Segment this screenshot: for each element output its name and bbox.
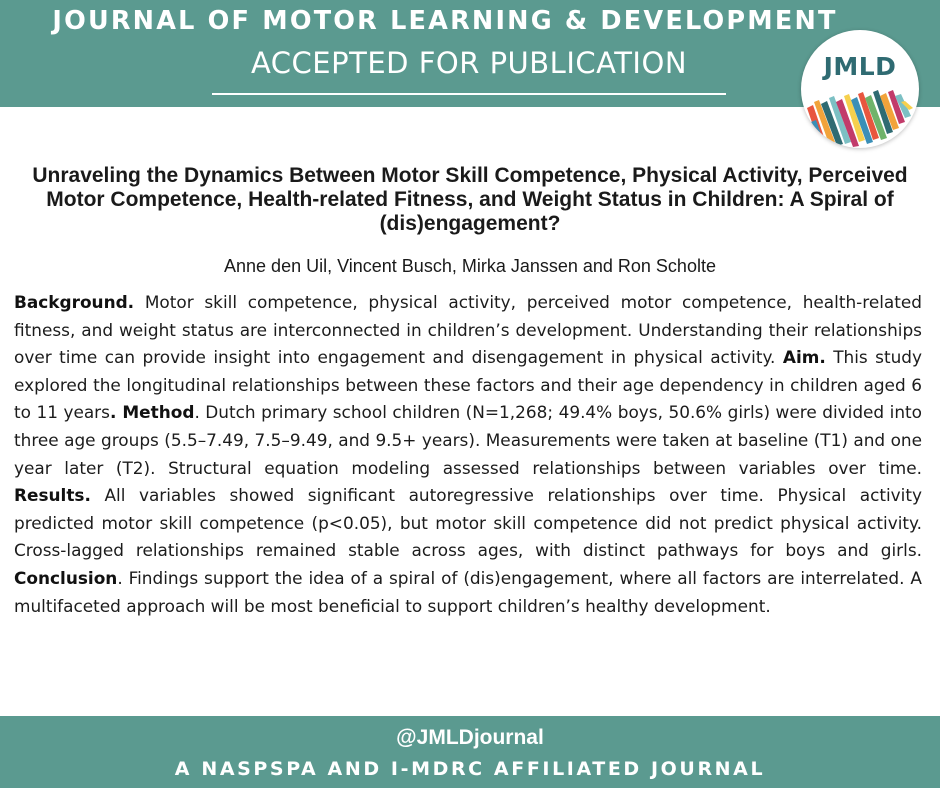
aim-text: This study explored the longitudinal relationships between these factors and their age dependency in children aged 6 to 11 years	[14, 347, 922, 423]
abstract	[14, 289, 922, 620]
method-label: . Method	[109, 402, 195, 423]
jmld-logo	[801, 30, 919, 148]
article-authors: Anne den Uil, Vincent Busch, Mirka Janssen and Ron Scholte	[224, 256, 716, 276]
status-underline	[212, 93, 726, 95]
method-text: . Dutch primary school children (N=1,268; 49.4% boys, 50.6% girls) were divided into three age groups (5.5–7.49, 7.5–9.49, and 9.5+ years). Measurements were taken at baseline (T1) and one year later (T2). Structural equation modeling assessed relationships between variables over time.	[14, 402, 923, 478]
affiliation-text: A NASPSPA AND I-MDRC AFFILIATED JOURNAL	[174, 758, 766, 780]
aim-label: Aim.	[782, 347, 826, 368]
background-label: Background.	[14, 292, 135, 312]
article-title: Unraveling the Dynamics Between Motor Skill Competence, Physical Activity, Perceived Motor Competence, Health-related Fitness, and Weight Status in Children: A Spiral of (dis)engagement?	[32, 164, 908, 235]
header-banner	[0, 0, 940, 107]
journal-name: JOURNAL OF MOTOR LEARNING & DEVELOPMENT	[52, 6, 838, 36]
background-text: Motor skill competence, physical activity, perceived motor competence, health-related fitness, and weight status are interconnected in children’s development. Understanding their relationships over time can provide insight into engagement and disengagement in physical activity.	[14, 292, 922, 368]
results-text: All variables showed significant autoregressive relationships over time. Physical activity predicted motor skill competence (p<0.05), but motor skill competence did not predict physical activity. Cross-lagged relationships remained stable across ages, with distinct pathways for boys and girls.	[14, 485, 922, 561]
social-handle: @JMLDjournal	[396, 726, 544, 749]
logo-text: JMLD	[823, 52, 897, 81]
results-label: Results.	[14, 485, 91, 506]
footer-banner	[0, 716, 940, 788]
conclusion-label: Conclusion	[14, 567, 118, 588]
logo-stripes-icon	[801, 30, 919, 148]
publication-status: ACCEPTED FOR PUBLICATION	[250, 46, 688, 80]
conclusion-text: . Findings support the idea of a spiral of (dis)engagement, where all factors are interrelated. A multifaceted approach will be most beneficial to support children’s healthy development.	[14, 567, 922, 616]
